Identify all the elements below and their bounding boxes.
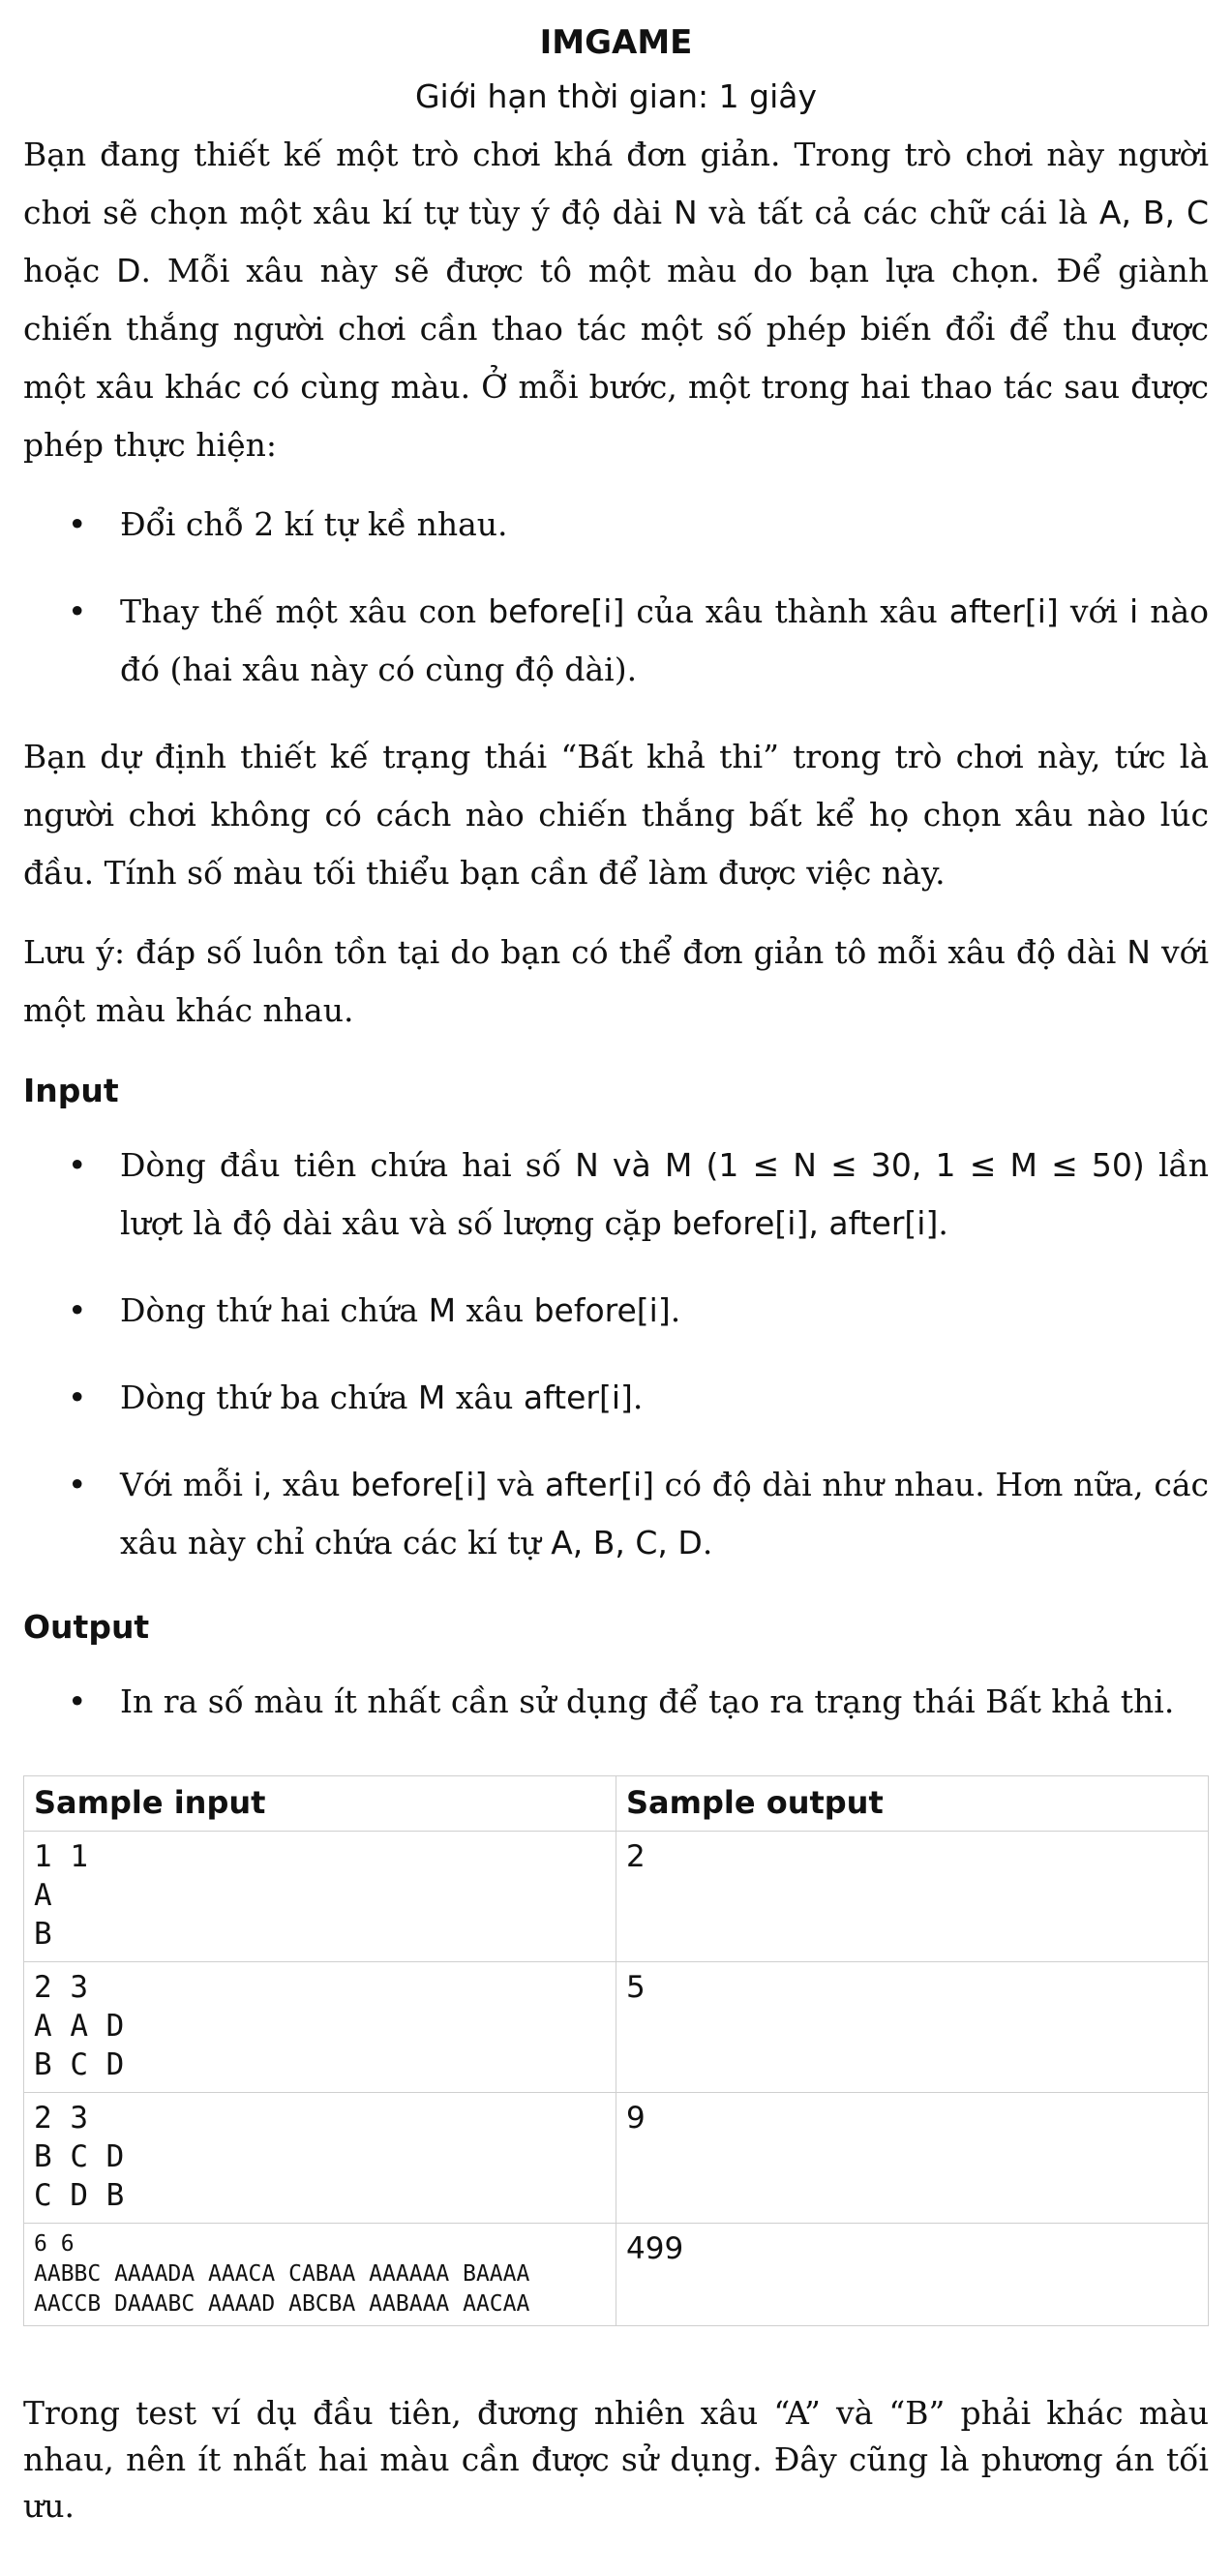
- bullet-icon: •: [68, 1146, 87, 1184]
- input-heading: Input: [23, 1072, 119, 1109]
- output-heading: Output: [23, 1608, 150, 1646]
- sample-input-header: Sample input: [24, 1776, 616, 1832]
- problem-title: IMGAME: [539, 23, 693, 62]
- output-list: [23, 1673, 1209, 1731]
- sample-input-cell: 2 3 A A D B C D: [24, 1962, 616, 2093]
- list-item: • Dòng thứ ba chứa M xâu after[i].: [23, 1369, 1209, 1427]
- sample-output-cell: 2: [616, 1832, 1209, 1962]
- sample-input-cell: 1 1 A B: [24, 1832, 616, 1962]
- sample-output-cell: 9: [616, 2093, 1209, 2224]
- sample-output-header: Sample output: [616, 1776, 1209, 1832]
- table-header-row: [24, 1776, 1209, 1832]
- statement-paragraph-2: Bạn dự định thiết kế trạng thái “Bất khả thi” trong trò chơi này, tức là người chơi không có cách nào chiến thắng bất kể họ chọn xâu nào lúc đầu. Tính số màu tối thiểu bạn cần để làm được việc này.: [23, 738, 1209, 892]
- bullet-icon: •: [68, 505, 87, 543]
- sample-table: [23, 1775, 1209, 2326]
- bullet-icon: •: [68, 1682, 87, 1720]
- sample-output-cell: 5: [616, 1962, 1209, 2093]
- list-item: • Đổi chỗ 2 kí tự kề nhau.: [23, 496, 1209, 554]
- table-row: [24, 1962, 1209, 2093]
- sample-input-cell: 6 6 AABBC AAAADA AAACA CABAA AAAAAA BAAAA AACCB DAAABC AAAAD ABCBA AABAAA AACAA: [24, 2224, 616, 2326]
- table-row: [24, 1832, 1209, 1962]
- operations-list: [23, 496, 1209, 699]
- sample-output-cell: 499: [616, 2224, 1209, 2326]
- input-list: [23, 1136, 1209, 1572]
- sample-input-cell: 2 3 B C D C D B: [24, 2093, 616, 2224]
- statement-paragraph-1: Bạn đang thiết kế một trò chơi khá đơn giản. Trong trò chơi này người chơi sẽ chọn một xâu kí tự tùy ý độ dài N và tất cả các chữ cái là A, B, C hoặc D. Mỗi xâu này sẽ được tô một màu do bạn lựa chọn. Để giành chiến thắng người chơi cần thao tác một số phép biến đổi để thu được một xâu khác có cùng màu. Ở mỗi bước, một trong hai thao tác sau được phép thực hiện:: [23, 136, 1209, 464]
- list-item: • Dòng đầu tiên chứa hai số N và M (1 ≤ N ≤ 30, 1 ≤ M ≤ 50) lần lượt là độ dài xâu và số lượng cặp before[i], after[i].: [23, 1136, 1209, 1253]
- time-limit: Giới hạn thời gian: 1 giây: [414, 77, 818, 115]
- statement-note: Lưu ý: đáp số luôn tồn tại do bạn có thể đơn giản tô mỗi xâu độ dài N với một màu khác nhau.: [23, 933, 1210, 1029]
- bullet-icon: •: [68, 1466, 87, 1503]
- bullet-icon: •: [68, 592, 87, 630]
- table-row: [24, 2093, 1209, 2224]
- table-row: [24, 2224, 1209, 2326]
- list-item: • In ra số màu ít nhất cần sử dụng để tạo ra trạng thái Bất khả thi.: [23, 1673, 1209, 1731]
- sample-explanation: Trong test ví dụ đầu tiên, đương nhiên xâu “A” và “B” phải khác màu nhau, nên ít nhất hai màu cần được sử dụng. Đây cũng là phương án tối ưu.: [23, 2394, 1209, 2525]
- list-item: • Dòng thứ hai chứa M xâu before[i].: [23, 1282, 1209, 1340]
- list-item: • Thay thế một xâu con before[i] của xâu thành xâu after[i] với i nào đó (hai xâu này có cùng độ dài).: [23, 583, 1209, 699]
- bullet-icon: •: [68, 1379, 87, 1416]
- list-item: • Với mỗi i, xâu before[i] và after[i] có độ dài như nhau. Hơn nữa, các xâu này chỉ chứa các kí tự A, B, C, D.: [23, 1456, 1209, 1572]
- bullet-icon: •: [68, 1291, 87, 1329]
